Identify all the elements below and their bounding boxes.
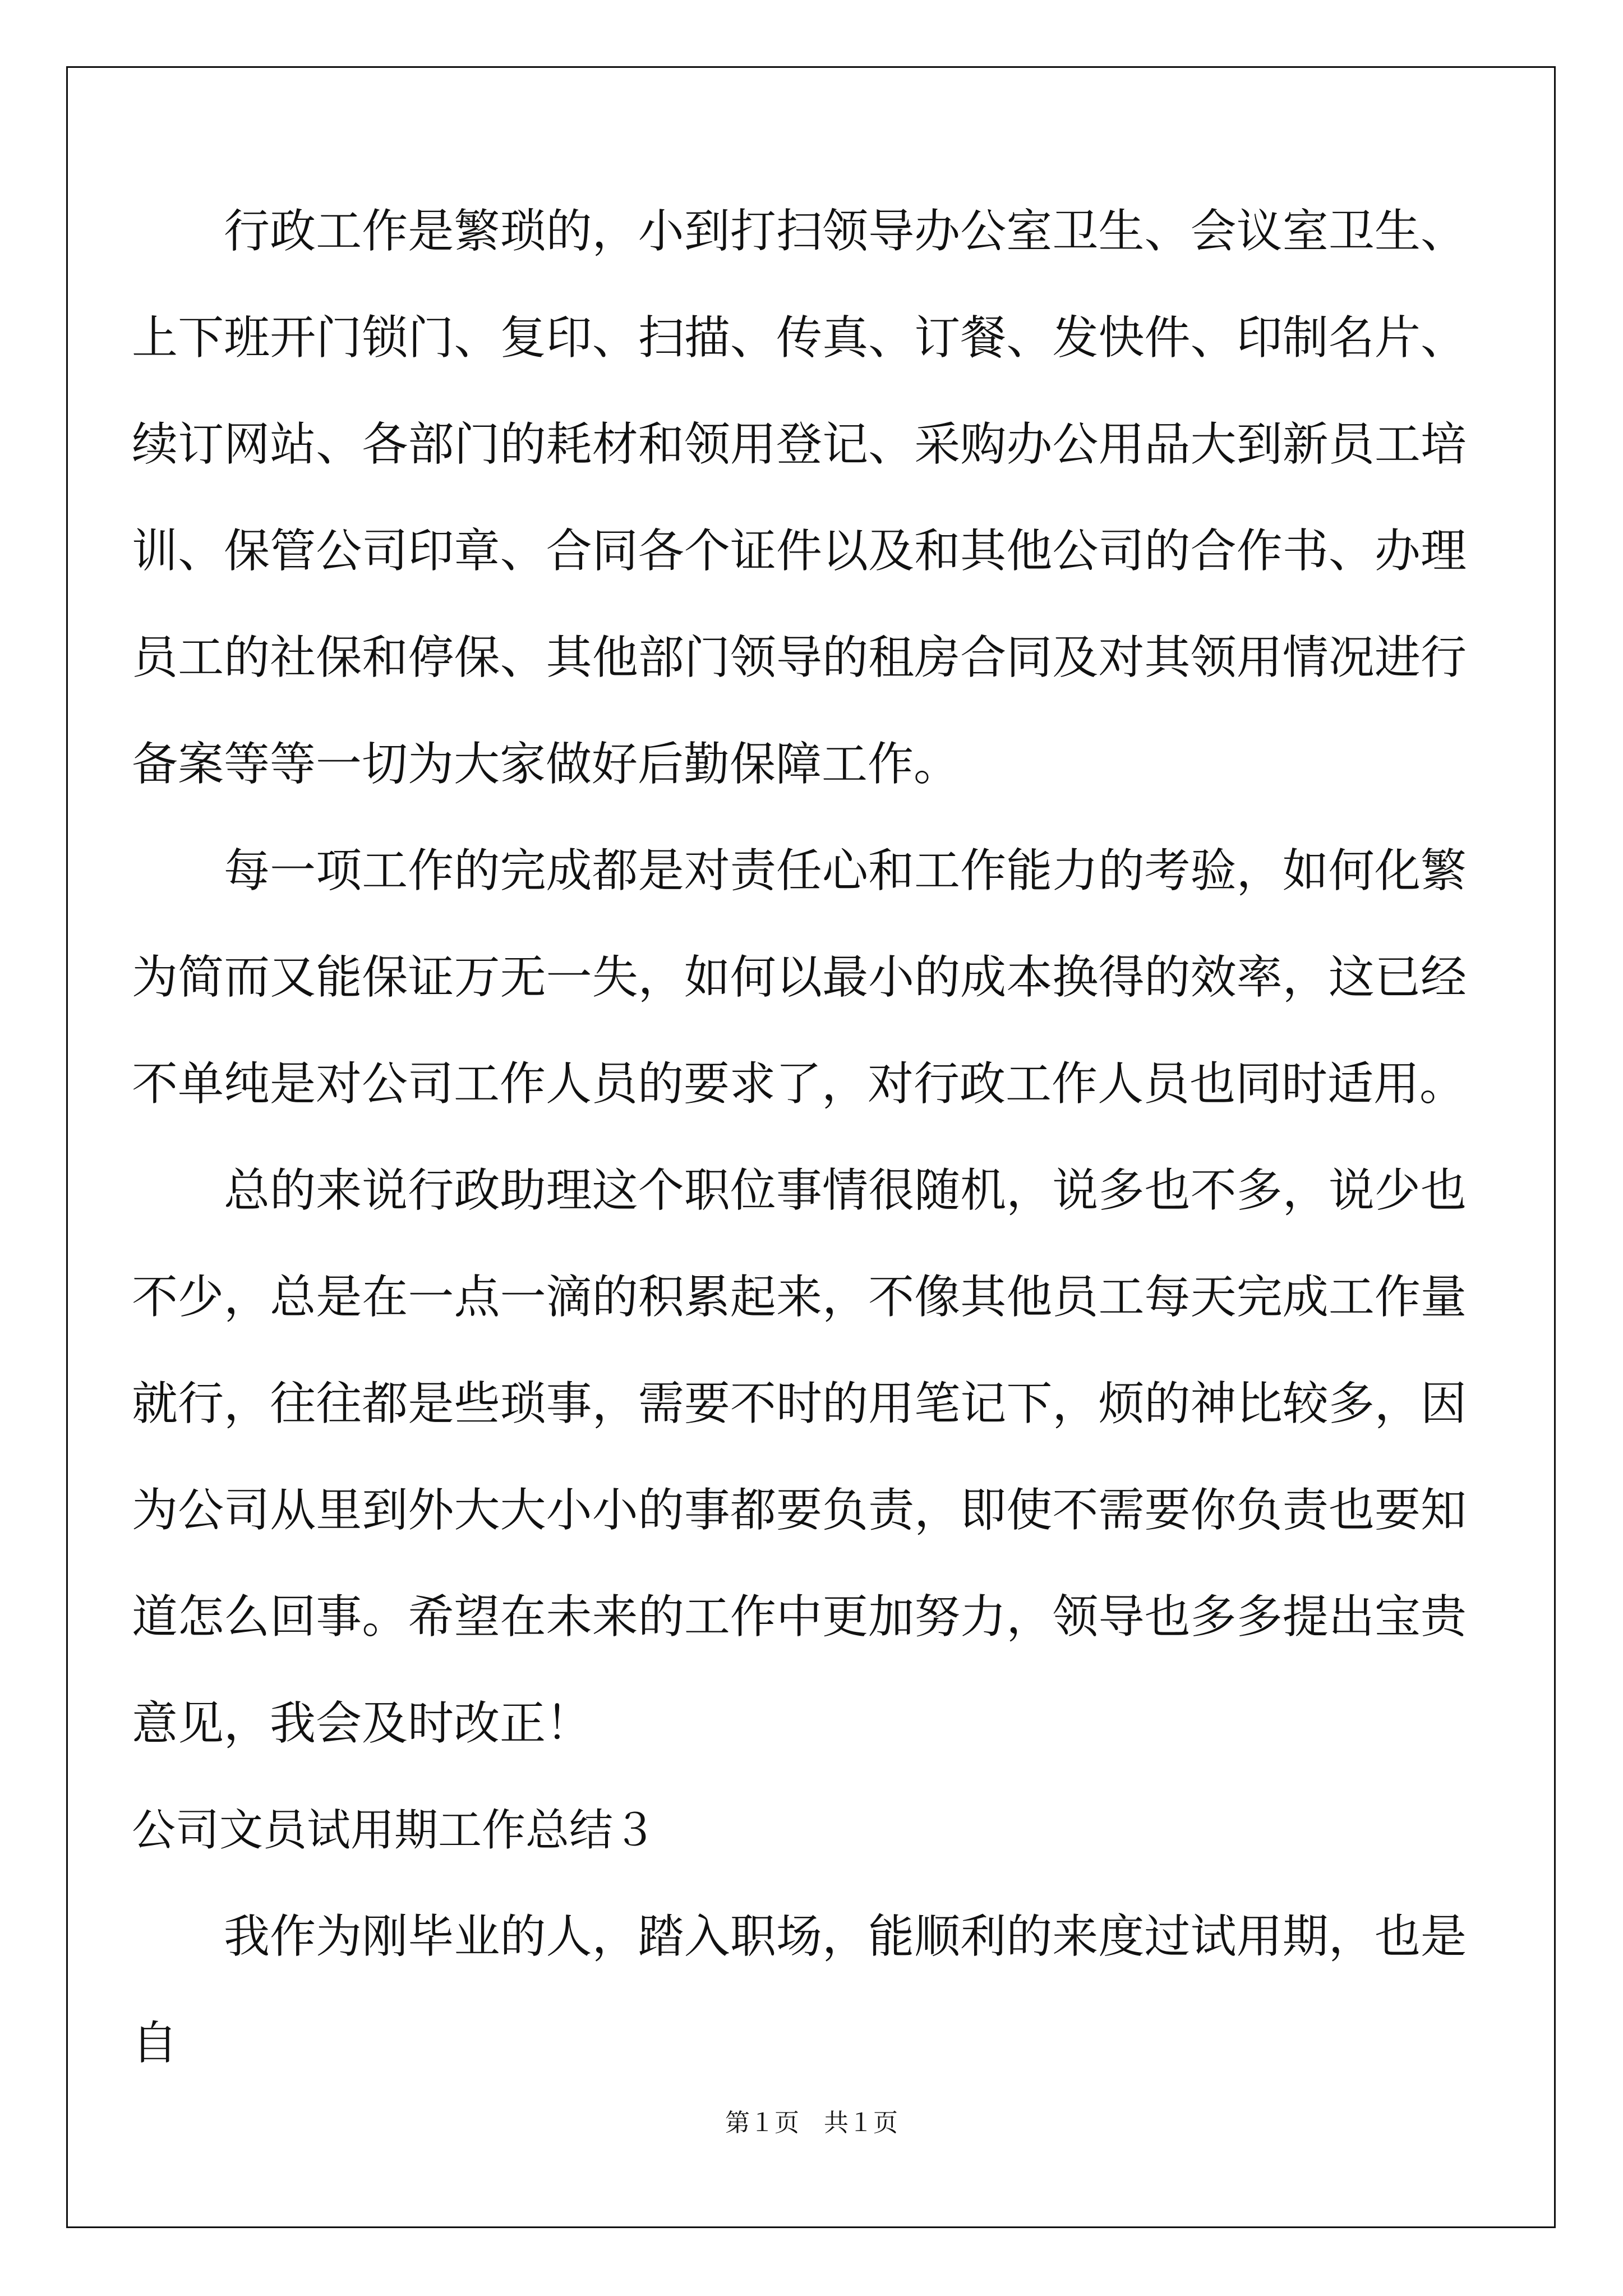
- paragraph-responsibility: 每一项工作的完成都是对责任心和工作能力的考验，如何化繁为简而又能保证万无一失，如何以最小的成本换得的效率，这已经不单纯是对公司工作人员的要求了，对行政工作人员也同时适用。: [132, 844, 1467, 1111]
- paragraph-intro: 我作为刚毕业的人，踏入职场，能顺利的来度过试用期，也是自: [132, 1910, 1467, 2070]
- section-heading: 公司文员试用期工作总结３: [132, 1805, 657, 1856]
- page-number-footer: 第１页 共１页: [725, 2109, 898, 2137]
- paragraph-admin-duties: 行政工作是繁琐的，小到打扫领导办公室卫生、会议室卫生、上下班开门锁门、复印、扫描、传真、订餐、发快件、印制名片、续订网站、各部门的耗材和领用登记、采购办公用品大到新员工培训、保管公司印章、合同各个证件以及和其他公司的合作书、办理员工的社保和停保、其他部门领导的租房合同及对其领用情况进行备案等等一切为大家做好后勤保障工作。: [132, 205, 1467, 791]
- document-body: [132, 178, 1467, 2097]
- paragraph-summary: 总的来说行政助理这个职位事情很随机，说多也不多，说少也不少，总是在一点一滴的积累起来，不像其他员工每天完成工作量就行，往往都是些琐事，需要不时的用笔记下，烦的神比较多，因为公司从里到外大大小小的事都要负责，即使不需要你负责也要知道怎么回事。希望在未来的工作中更加努力，领导也多多提出宝贵意见，我会及时改正！: [132, 1164, 1467, 1750]
